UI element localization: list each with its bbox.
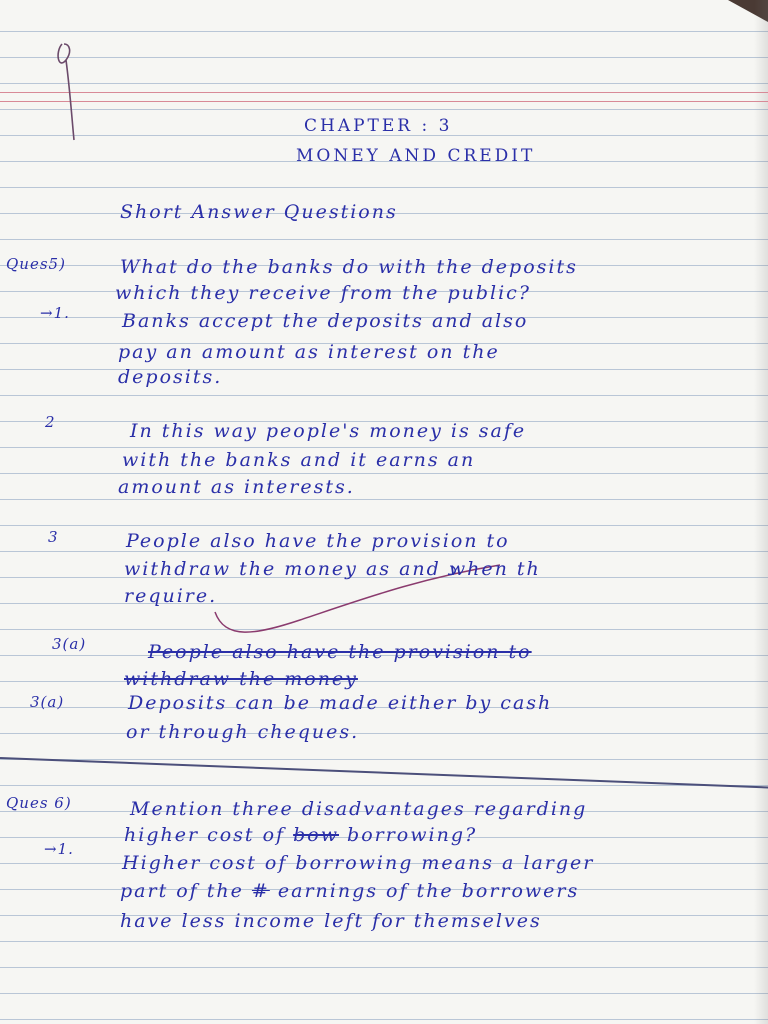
crossed-line-1: People also have the provision to xyxy=(148,641,532,663)
question-6-struck-word: bow xyxy=(293,824,339,846)
answer-3a-marker: 3(a) xyxy=(30,693,65,711)
question-6-line-2 xyxy=(124,826,477,845)
answer-3-line-2: withdraw the money as and when th xyxy=(124,558,541,580)
question-6-struck-symbol: # xyxy=(251,880,270,902)
crossed-marker: 3(a) xyxy=(52,635,87,653)
answer-3a-line-2: or through cheques. xyxy=(126,721,360,743)
chapter-title: MONEY AND CREDIT xyxy=(296,146,536,166)
question-6-line-2-end: borrowing? xyxy=(347,824,478,846)
answer-3a-line-1: Deposits can be made either by cash xyxy=(128,692,553,714)
answer-1-marker: →1. xyxy=(40,304,70,322)
chapter-heading: CHAPTER : 3 xyxy=(304,116,453,136)
question-6-answer-line-1: Higher cost of borrowing means a larger xyxy=(122,852,595,874)
answer-1-line-1: Banks accept the deposits and also xyxy=(122,310,529,332)
answer-3-line-3: require. xyxy=(124,585,218,607)
crossed-line-2: withdraw the money xyxy=(124,668,358,690)
question-6-answer-marker: →1. xyxy=(44,840,74,858)
question-6-answer-line-2-end: earnings of the borrowers xyxy=(277,880,580,902)
question-6-line-2-start: higher cost of xyxy=(124,824,286,846)
question-6-line-1: Mention three disadvantages regarding xyxy=(130,798,588,820)
question-6-answer-line-3: have less income left for themselves xyxy=(120,910,542,932)
answer-2-line-2: with the banks and it earns an xyxy=(122,449,476,471)
answer-2-line-1: In this way people's money is safe xyxy=(130,420,527,442)
question-5-marker: Ques5) xyxy=(6,255,66,273)
answer-2-marker: 2 xyxy=(45,413,56,431)
answer-2-line-3: amount as interests. xyxy=(118,476,355,498)
section-heading: Short Answer Questions xyxy=(120,201,398,223)
margin-doodle xyxy=(58,44,74,140)
question-6-marker: Ques 6) xyxy=(6,794,72,812)
question-5-line-2: which they receive from the public? xyxy=(115,282,531,304)
answer-1-line-2: pay an amount as interest on the xyxy=(118,341,500,363)
answer-3-line-1: People also have the provision to xyxy=(126,530,510,552)
answer-1-line-3: deposits. xyxy=(118,366,223,388)
question-6-answer-line-2-start: part of the xyxy=(120,880,244,902)
question-5-line-1: What do the banks do with the deposits xyxy=(120,256,578,278)
answer-3-marker: 3 xyxy=(48,528,59,546)
question-6-answer-line-2 xyxy=(120,882,579,901)
